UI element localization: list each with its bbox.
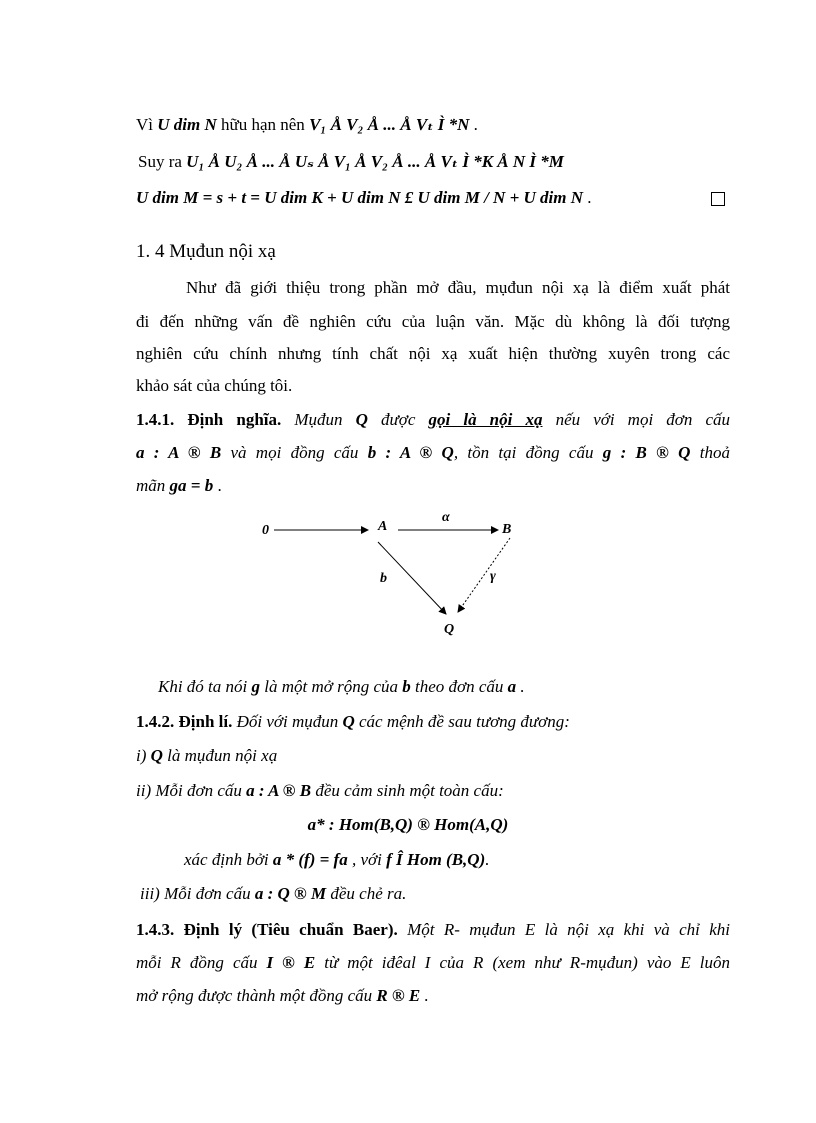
gamma-label: γ [490,569,496,584]
theorem-line [136,712,730,732]
zero-label: 0 [262,523,269,538]
text-line [136,115,730,135]
text-line [184,850,730,870]
text: nếu với mọi đơn cấu [542,410,731,429]
definition-line [136,443,730,463]
text: mãn [136,476,170,495]
text-line [158,677,730,697]
text: Vì [136,115,158,134]
text: Khi đó ta nói [158,677,252,696]
theorem-line [136,953,730,973]
text: đều chẻ ra. [326,884,407,903]
text: là một mở rộng của [260,677,403,696]
math: g : B ® Q [602,443,691,462]
text: Suy ra [138,152,187,171]
text: . [469,115,478,134]
text: Một R- mụđun E là nội xạ khi và chỉ khi [397,920,730,939]
text: , tồn tại đồng cấu [453,443,603,462]
math: U dim N [157,115,217,134]
text: và mọi đồng cấu [221,443,368,462]
math: a * (f) = fa [272,850,348,869]
math: b : A ® Q [367,443,454,462]
text: được [367,410,429,429]
arrow-gamma [458,538,510,612]
paragraph-line: khảo sát của chúng tôi. [136,376,293,395]
alpha-label: α [442,510,450,525]
arrow-b [378,542,446,614]
math: R ® E [376,986,421,1005]
text: theo đơn cấu [410,677,508,696]
text: . [420,986,429,1005]
theorem-title: 1.4.3. Định lý (Tiêu chuẩn Baer). [136,920,398,939]
text-line [136,188,730,208]
text: iii) Mỗi đơn cấu [140,884,255,903]
b-label: b [380,571,387,586]
section-heading: 1. 4 Mụđun nội xạ [136,241,276,262]
qed-box-icon [711,192,725,206]
math: a [507,677,517,696]
math: Q [355,410,368,429]
math: a : A ® B [246,781,312,800]
math: f Î Hom (B,Q) [386,850,486,869]
text: . [485,850,490,869]
text: các mệnh đề sau tương đương: [354,712,570,731]
text-line [138,152,730,172]
display-formula: a* : Hom(B,Q) ® Hom(A,Q) [307,815,509,834]
text: Đối với mụđun [232,712,343,731]
text: xác định bởi [184,850,273,869]
text: mở rộng được thành một đồng cấu [136,986,377,1005]
text: là mụđun nội xạ [162,746,278,765]
text: thoả [690,443,730,462]
math: a : Q ® M [254,884,327,903]
math: a : A ® B [136,443,222,462]
math: Q [342,712,355,731]
theorem-item [136,781,730,801]
math: g [251,677,261,696]
text: . [583,188,592,207]
theorem-line [136,920,730,940]
text: i) [136,746,151,765]
text: đều cảm sinh một toàn cấu: [311,781,504,800]
definition-title: 1.4.1. Định nghĩa. [136,410,282,429]
math: I ® E [266,953,316,972]
math: U₁ Å U₂ Å ... Å Uₛ Å V₁ Å V₂ Å ... Å Vₜ Ì *K Å N Ì *M [186,152,564,171]
theorem-item [136,746,730,766]
node-q: Q [444,622,455,637]
theorem-title: 1.4.2. Định lí. [136,712,233,731]
text: . [213,476,222,495]
text: Mụđun [281,410,356,429]
definition-line [136,476,730,496]
text: từ một iđêal I của R (xem như R-mụđun) vào E luôn [315,953,731,972]
math: ga = b [169,476,214,495]
definition-line [136,410,730,430]
paragraph-line: đi đến những vấn đề nghiên cứu của luận văn. Mặc dù không là đối tượng [136,312,730,331]
commutative-diagram [250,500,530,645]
text: hữu hạn nên [216,115,310,134]
text: . [516,677,525,696]
node-b: B [502,522,512,537]
paragraph-line: Như đã giới thiệu trong phần mở đầu, mụđun nội xạ là điểm xuất phát [186,278,730,297]
math: U dim M = s + t = U dim K + U dim N £ U dim M / N + U dim N [136,188,584,207]
text: mỗi R đồng cấu [136,953,267,972]
emphasis: gọi là nội xạ [428,410,543,429]
node-a: A [378,519,388,534]
math: V₁ Å V₂ Å ... Å Vₜ Ì *N [309,115,470,134]
text: ii) Mỗi đơn cấu [136,781,247,800]
math: Q [150,746,163,765]
text: , với [347,850,387,869]
math: b [402,677,411,696]
theorem-item [140,884,730,904]
paragraph-line: nghiên cứu chính nhưng tính chất nội xạ xuất hiện thường xuyên trong các [136,344,730,363]
theorem-line [136,986,730,1006]
